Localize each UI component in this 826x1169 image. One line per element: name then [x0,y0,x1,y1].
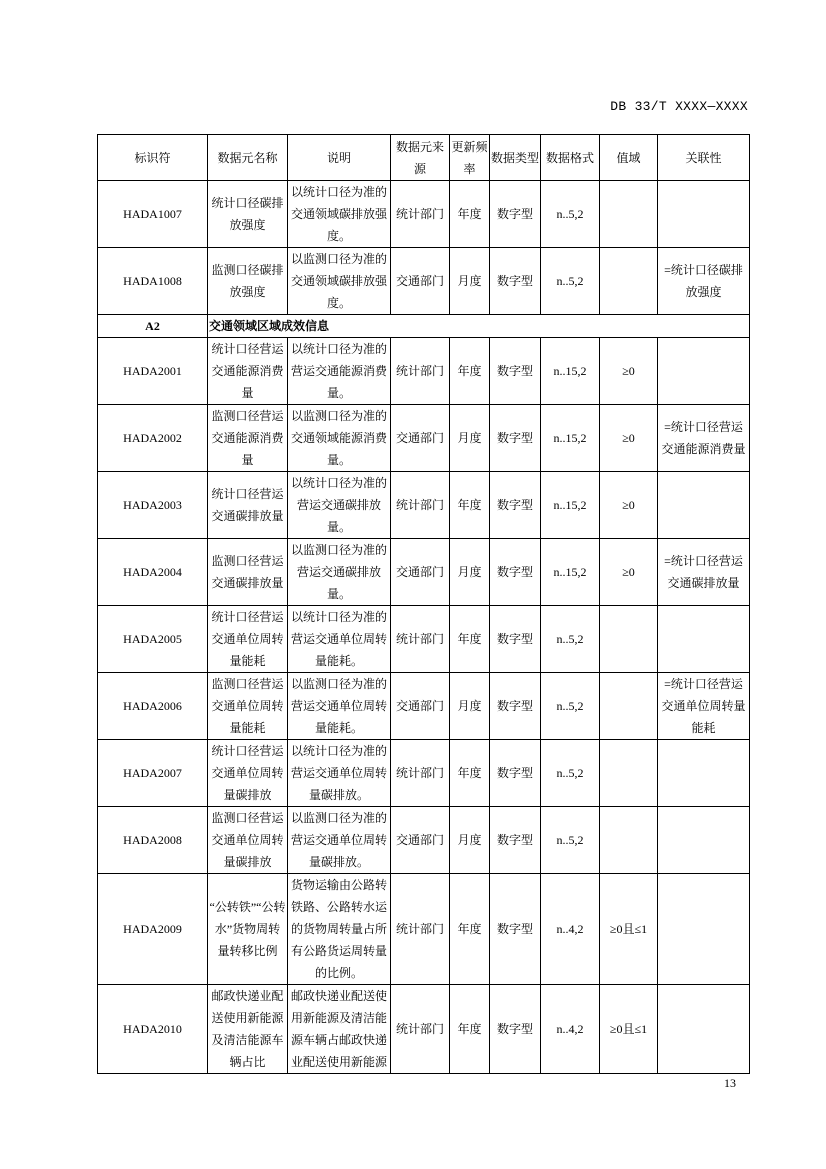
cell-relation: =统计口径营运交通能源消费量 [658,405,750,472]
cell-format: n..5,2 [541,740,600,807]
cell-relation [658,338,750,405]
cell-source: 统计部门 [391,338,450,405]
cell-format: n..5,2 [541,181,600,248]
cell-format: n..15,2 [541,472,600,539]
data-element-table [97,134,750,1074]
cell-source: 统计部门 [391,740,450,807]
cell-format: n..4,2 [541,874,600,985]
cell-name: 统计口径营运交通能源消费量 [208,338,288,405]
cell-desc: 以统计口径为准的营运交通单位周转量碳排放。 [288,740,391,807]
cell-type: 数字型 [490,181,541,248]
section-id: A2 [98,315,208,338]
cell-desc: 以监测口径为准的营运交通单位周转量碳排放。 [288,807,391,874]
cell-id: HADA2001 [98,338,208,405]
page-number: 13 [724,1076,736,1090]
cell-format: n..15,2 [541,338,600,405]
column-header: 说明 [288,135,391,181]
cell-source: 交通部门 [391,248,450,315]
cell-id: HADA1008 [98,248,208,315]
cell-type: 数字型 [490,673,541,740]
table-row [98,338,750,405]
cell-freq: 月度 [450,673,490,740]
cell-range: ≥0 [600,472,658,539]
cell-type: 数字型 [490,405,541,472]
column-header: 标识符 [98,135,208,181]
cell-format: n..5,2 [541,248,600,315]
cell-range: ≥0 [600,539,658,606]
table-row [98,673,750,740]
column-header: 数据元名称 [208,135,288,181]
cell-freq: 年度 [450,181,490,248]
cell-desc: 以监测口径为准的交通领域碳排放强度。 [288,248,391,315]
cell-desc: 以监测口径为准的交通领域能源消费量。 [288,405,391,472]
cell-format: n..15,2 [541,405,600,472]
column-header: 关联性 [658,135,750,181]
cell-id: HADA2006 [98,673,208,740]
cell-type: 数字型 [490,606,541,673]
cell-type: 数字型 [490,248,541,315]
cell-name: 监测口径营运交通单位周转量碳排放 [208,807,288,874]
table-row [98,181,750,248]
cell-freq: 年度 [450,740,490,807]
standard-code: DB 33/T XXXX—XXXX [610,99,748,114]
cell-range [600,181,658,248]
cell-relation [658,181,750,248]
cell-source: 交通部门 [391,807,450,874]
cell-freq: 年度 [450,606,490,673]
table-row [98,472,750,539]
table-row [98,248,750,315]
cell-desc: 货物运输由公路转铁路、公路转水运的货物周转量占所有公路货运周转量的比例。 [288,874,391,985]
column-header: 数据元来源 [391,135,450,181]
cell-name: 监测口径营运交通单位周转量能耗 [208,673,288,740]
table-row [98,740,750,807]
cell-range: ≥0且≤1 [600,985,658,1074]
cell-freq: 月度 [450,539,490,606]
cell-range: ≥0且≤1 [600,874,658,985]
cell-source: 交通部门 [391,539,450,606]
cell-type: 数字型 [490,338,541,405]
cell-range [600,248,658,315]
cell-name: 监测口径营运交通碳排放量 [208,539,288,606]
cell-freq: 月度 [450,248,490,315]
cell-relation [658,606,750,673]
cell-name: 邮政快递业配送使用新能源及清洁能源车辆占比 [208,985,288,1074]
cell-range: ≥0 [600,338,658,405]
cell-relation [658,985,750,1074]
table-header-row [98,135,750,181]
cell-relation: =统计口径营运交通碳排放量 [658,539,750,606]
cell-id: HADA2010 [98,985,208,1074]
table-row [98,405,750,472]
cell-source: 统计部门 [391,874,450,985]
cell-freq: 月度 [450,405,490,472]
cell-relation: =统计口径碳排放强度 [658,248,750,315]
cell-source: 统计部门 [391,181,450,248]
cell-relation [658,740,750,807]
table-row [98,606,750,673]
cell-source: 统计部门 [391,472,450,539]
cell-name: “公转铁”“公转水”货物周转量转移比例 [208,874,288,985]
cell-desc: 以统计口径为准的营运交通能源消费量。 [288,338,391,405]
cell-id: HADA2004 [98,539,208,606]
cell-id: HADA1007 [98,181,208,248]
cell-range [600,807,658,874]
cell-freq: 年度 [450,985,490,1074]
cell-format: n..5,2 [541,673,600,740]
cell-relation [658,807,750,874]
cell-source: 统计部门 [391,606,450,673]
cell-range [600,606,658,673]
cell-desc: 邮政快递业配送使用新能源及清洁能源车辆占邮政快递业配送使用新能源 [288,985,391,1074]
cell-relation: =统计口径营运交通单位周转量能耗 [658,673,750,740]
table-row [98,807,750,874]
cell-source: 交通部门 [391,673,450,740]
cell-name: 统计口径营运交通单位周转量碳排放 [208,740,288,807]
cell-id: HADA2008 [98,807,208,874]
cell-desc: 以统计口径为准的营运交通碳排放量。 [288,472,391,539]
cell-name: 监测口径营运交通能源消费量 [208,405,288,472]
cell-range [600,740,658,807]
cell-relation [658,874,750,985]
section-title: 交通领域区域成效信息 [208,315,750,338]
cell-range: ≥0 [600,405,658,472]
cell-format: n..15,2 [541,539,600,606]
cell-type: 数字型 [490,472,541,539]
cell-format: n..4,2 [541,985,600,1074]
table-row [98,985,750,1074]
cell-id: HADA2003 [98,472,208,539]
cell-type: 数字型 [490,874,541,985]
cell-id: HADA2005 [98,606,208,673]
cell-range [600,673,658,740]
cell-name: 统计口径碳排放强度 [208,181,288,248]
column-header: 数据格式 [541,135,600,181]
cell-name: 统计口径营运交通单位周转量能耗 [208,606,288,673]
cell-relation [658,472,750,539]
cell-freq: 年度 [450,472,490,539]
table-row [98,874,750,985]
cell-type: 数字型 [490,807,541,874]
cell-desc: 以监测口径为准的营运交通碳排放量。 [288,539,391,606]
cell-id: HADA2007 [98,740,208,807]
cell-type: 数字型 [490,539,541,606]
cell-format: n..5,2 [541,606,600,673]
cell-freq: 年度 [450,874,490,985]
cell-source: 统计部门 [391,985,450,1074]
cell-id: HADA2002 [98,405,208,472]
cell-freq: 月度 [450,807,490,874]
cell-id: HADA2009 [98,874,208,985]
section-row [98,315,750,338]
cell-name: 监测口径碳排放强度 [208,248,288,315]
cell-type: 数字型 [490,740,541,807]
cell-format: n..5,2 [541,807,600,874]
cell-name: 统计口径营运交通碳排放量 [208,472,288,539]
column-header: 更新频率 [450,135,490,181]
cell-source: 交通部门 [391,405,450,472]
cell-desc: 以监测口径为准的营运交通单位周转量能耗。 [288,673,391,740]
cell-type: 数字型 [490,985,541,1074]
cell-freq: 年度 [450,338,490,405]
column-header: 数据类型 [490,135,541,181]
cell-desc: 以统计口径为准的交通领域碳排放强度。 [288,181,391,248]
table-row [98,539,750,606]
cell-desc: 以统计口径为准的营运交通单位周转量能耗。 [288,606,391,673]
column-header: 值域 [600,135,658,181]
